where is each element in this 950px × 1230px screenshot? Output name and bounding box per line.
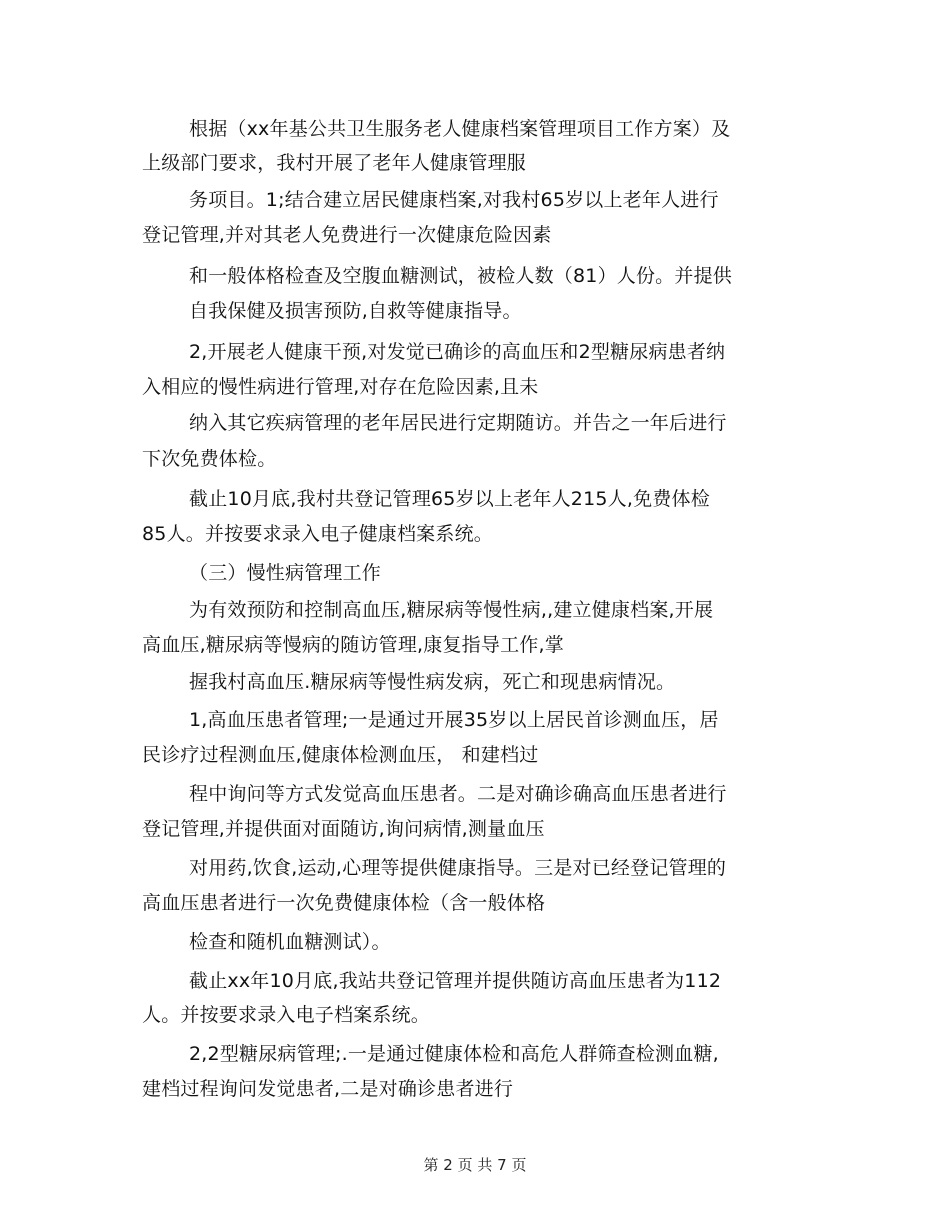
paragraph-line: 高血压,糖尿病等慢病的随访管理,康复指导工作,掌: [142, 634, 564, 656]
paragraph-line: 人。并按要求录入电子档案系统。: [142, 1004, 431, 1026]
paragraph-line: 握我村高血压.糖尿病等慢性病发病，死亡和现患病情况。: [189, 671, 676, 693]
paragraph-line: 程中询问等方式发觉高血压患者。二是对确诊确高血压患者进行: [189, 783, 727, 805]
paragraph-line: 登记管理,并提供面对面随访,询问病情,测量血压: [142, 818, 545, 840]
paragraph-line: 85人。并按要求录入电子健康档案系统。: [142, 523, 493, 545]
paragraph-line: 自我保健及损害预防,自救等健康指导。: [189, 300, 522, 322]
paragraph-line: 截止10月底,我村共登记管理65岁以上老年人215人,免费体检: [189, 488, 710, 510]
paragraph-line: 上级部门要求，我村开展了老年人健康管理服: [142, 152, 527, 174]
paragraph-line: 入相应的慢性病进行管理,对存在危险因素,且未: [142, 376, 539, 398]
paragraph-line: 和一般体格检查及空腹血糖测试，被检人数（81）人份。并提供: [189, 265, 732, 287]
paragraph-line: 1,高血压患者管理;一是通过开展35岁以上居民首诊测血压，居: [189, 709, 719, 731]
paragraph-line: 务项目。1;结合建立居民健康档案,对我村65岁以上老年人进行: [189, 189, 719, 211]
paragraph-line: 登记管理,并对其老人免费进行一次健康危险因素: [142, 224, 552, 246]
paragraph-line: 下次免费体检。: [142, 448, 277, 470]
paragraph-line: 为有效预防和控制高血压,糖尿病等慢性病,,建立健康档案,开展: [189, 599, 714, 621]
paragraph-line: 2,2型糖尿病管理;.一是通过健康体检和高危人群筛查检测血糖,: [189, 1043, 719, 1065]
paragraph-line: 民诊疗过程测血压,健康体检测血压， 和建档过: [142, 744, 539, 766]
section-heading: （三）慢性病管理工作: [189, 562, 382, 584]
paragraph-line: 截止xx年10月底,我站共登记管理并提供随访高血压患者为112: [189, 970, 722, 992]
paragraph-line: 纳入其它疾病管理的老年居民进行定期随访。并告之一年后进行: [189, 412, 727, 434]
page-footer: 第 2 页 共 7 页: [423, 1156, 527, 1174]
paragraph-line: 高血压患者进行一次免费健康体检（含一般体格: [142, 892, 546, 914]
paragraph-line: 对用药,饮食,运动,心理等提供健康指导。三是对已经登记管理的: [189, 857, 727, 879]
paragraph-line: 2,开展老人健康干预,对发觉已确诊的高血压和2型糖尿病患者纳: [189, 341, 726, 363]
paragraph-line: 检查和随机血糖测试）。: [189, 931, 391, 953]
paragraph-line: 建档过程询问发觉患者,二是对确诊患者进行: [142, 1078, 514, 1100]
paragraph-line: 根据（xx年基公共卫生服务老人健康档案管理项目工作方案）及: [189, 118, 731, 140]
